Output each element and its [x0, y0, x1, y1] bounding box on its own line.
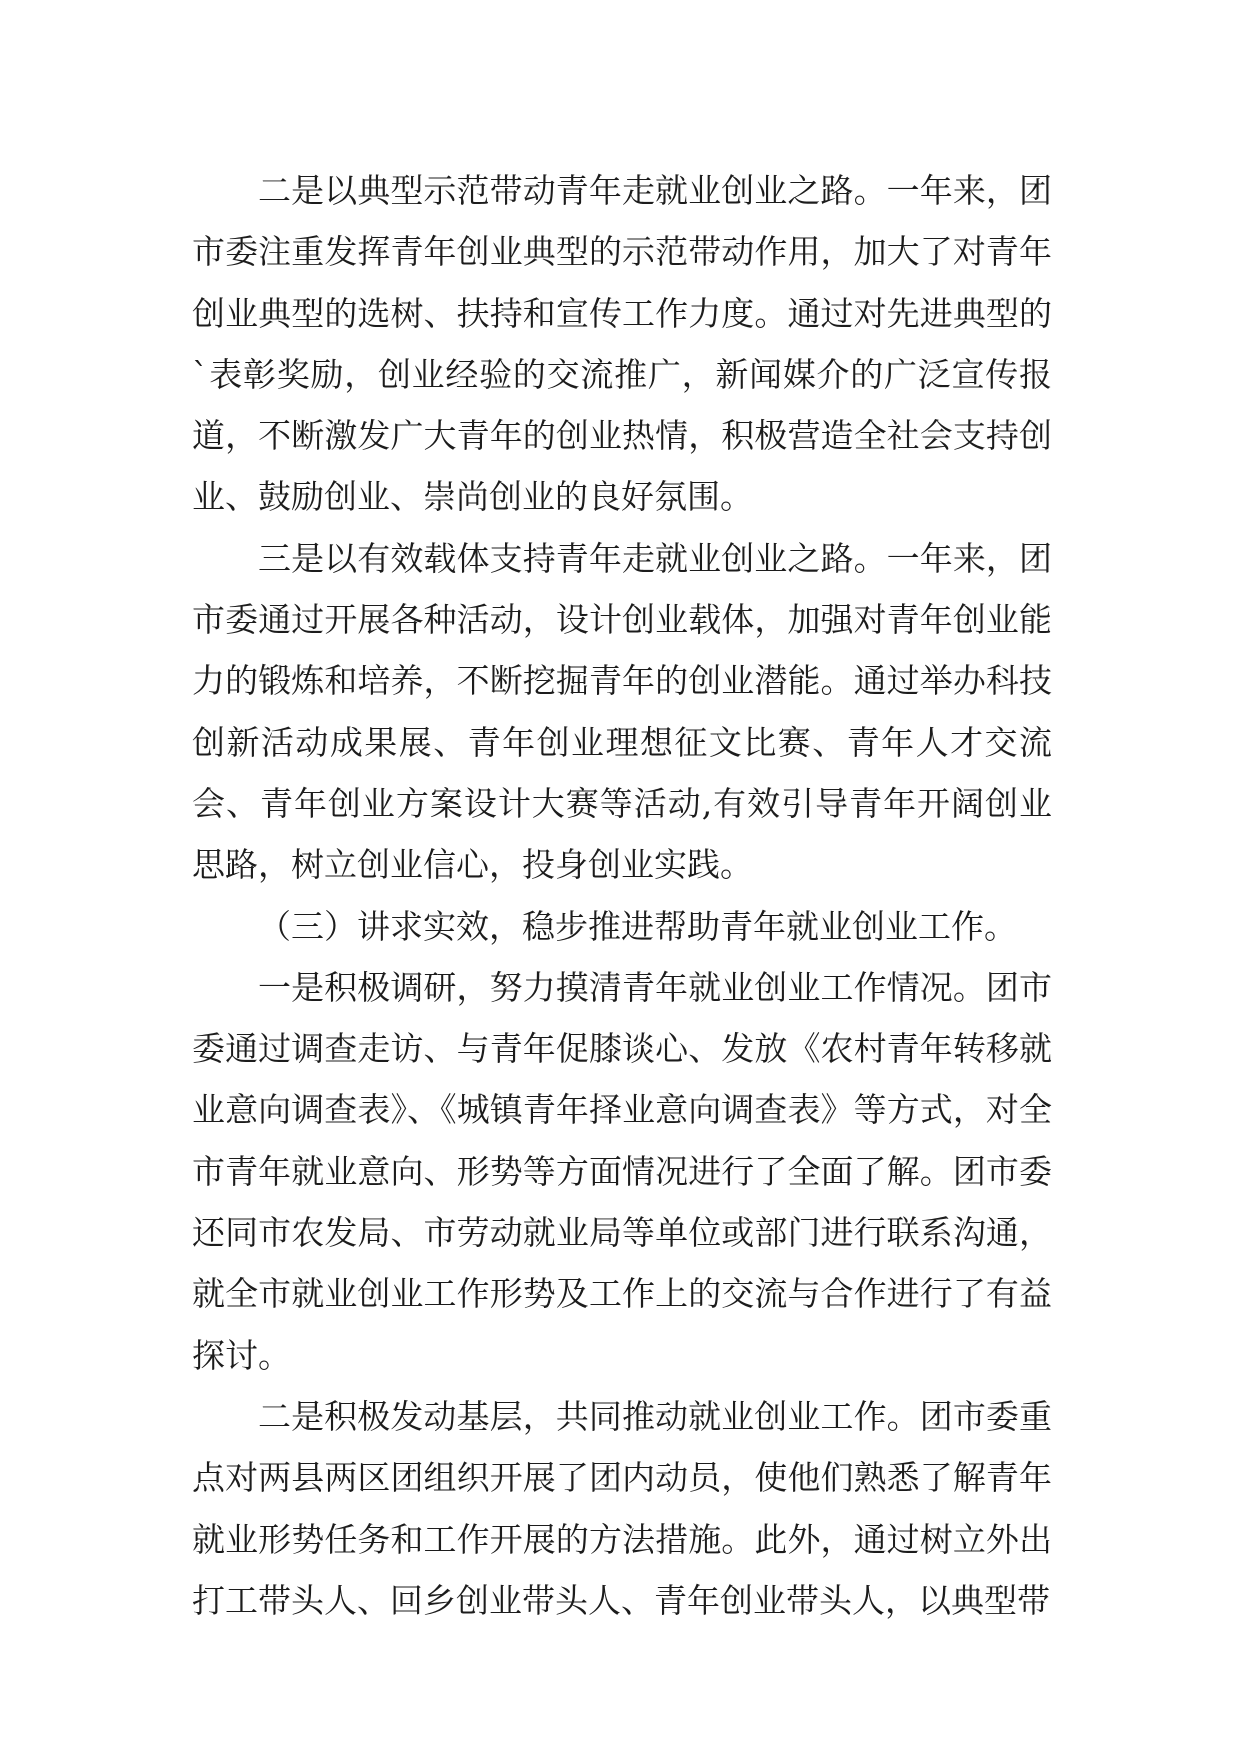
section-heading-three: （三）讲求实效，稳步推进帮助青年就业创业工作。 [258, 906, 1017, 946]
paragraph-typical-demonstration: 二是以典型示范带动青年走就业创业之路。一年来，团市委注重发挥青年创业典型的示范带动作用，加大了对青年创业典型的选树、扶持和宣传工作力度。通过对先进典型的`表彰奖励，创业经验的交流推广，新闻媒介的广泛宣传报道，不断激发广大青年的创业热情，积极营造全社会支持创业、鼓励创业、崇尚创业的良好氛围。 [192, 171, 1052, 517]
document-body [192, 160, 1052, 1631]
paragraph-research: 一是积极调研，努力摸清青年就业创业工作情况。团市委通过调查走访、与青年促膝谈心、发放《农村青年转移就业意向调查表》、《城镇青年择业意向调查表》等方式，对全市青年就业意向、形势等方面情况进行了全面了解。团市委还同市农发局、市劳动就业局等单位或部门进行联系沟通，就全市就业创业工作形势及工作上的交流与合作进行了有益探讨。 [192, 967, 1052, 1375]
paragraph-grassroots: 二是积极发动基层，共同推动就业创业工作。团市委重点对两县两区团组织开展了团内动员，使他们熟悉了解青年就业形势任务和工作开展的方法措施。此外，通过树立外出打工带头人、回乡创业带头人、青年创业带头人，以典型带 [192, 1396, 1052, 1620]
paragraph-effective-carriers: 三是以有效载体支持青年走就业创业之路。一年来，团市委通过开展各种活动，设计创业载体，加强对青年创业能力的锻炼和培养，不断挖掘青年的创业潜能。通过举办科技创新活动成果展、青年创业理想征文比赛、青年人才交流会、青年创业方案设计大赛等活动,有效引导青年开阔创业思路，树立创业信心，投身创业实践。 [192, 538, 1052, 885]
